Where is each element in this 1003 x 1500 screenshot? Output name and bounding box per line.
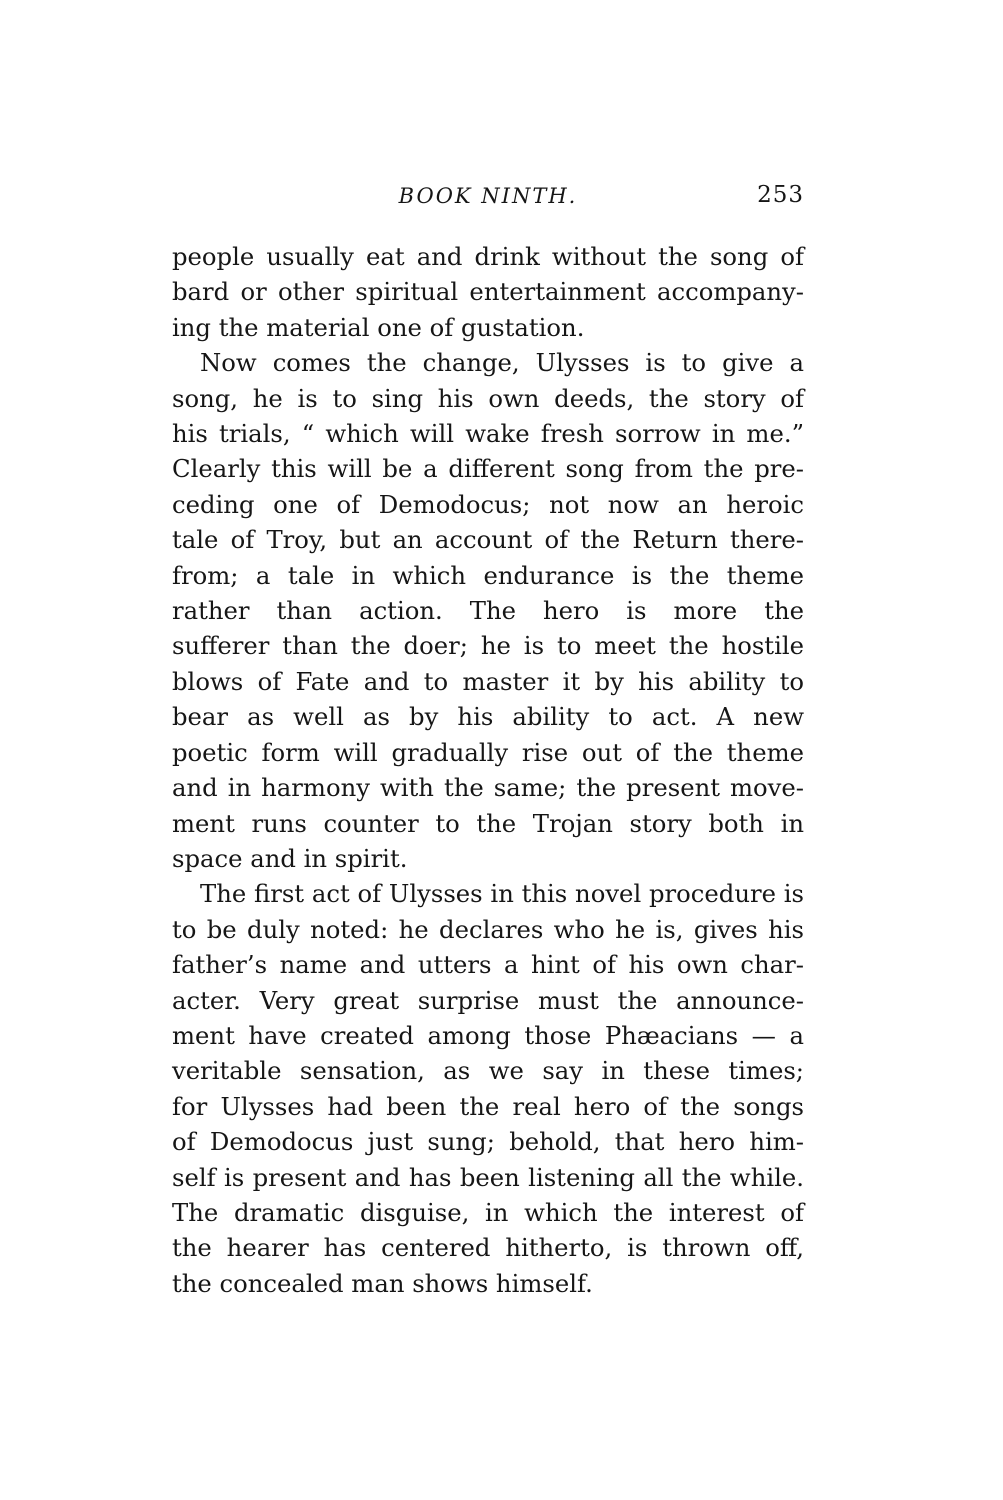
text-line: ment runs counter to the Trojan story both in bbox=[172, 808, 804, 838]
paragraph-3 bbox=[172, 876, 804, 1301]
text-line: veritable sensation, as we say in these times; bbox=[172, 1056, 804, 1086]
text-line: for Ulysses had been the real hero of the songs bbox=[172, 1091, 804, 1121]
text-line: people usually eat and drink without the song of bbox=[172, 242, 804, 271]
paragraph-2 bbox=[172, 345, 804, 876]
text-line: his trials, “ which will wake fresh sorrow in me.” bbox=[172, 419, 804, 449]
text-line: self is present and has been listening all the while. bbox=[172, 1162, 804, 1192]
text-line: The dramatic disguise, in which the interest of bbox=[172, 1197, 804, 1227]
text-line: of Demodocus just sung; behold, that hero him- bbox=[172, 1127, 804, 1157]
text-line: ing the material one of gustation. bbox=[172, 312, 585, 342]
text-line: Clearly this will be a different song from the pre- bbox=[172, 454, 804, 484]
text-line: from; a tale in which endurance is the theme bbox=[172, 560, 804, 590]
text-line: bear as well as by his ability to act. A new bbox=[172, 702, 804, 732]
running-head: BOOK NINTH. bbox=[398, 184, 578, 208]
page-header bbox=[172, 184, 804, 218]
text-line: bard or other spiritual entertainment accompany- bbox=[172, 277, 804, 307]
body-text bbox=[172, 239, 804, 1301]
text-line: blows of Fate and to master it by his ability to bbox=[172, 666, 804, 696]
text-line: acter. Very great surprise must the announce- bbox=[172, 985, 804, 1015]
text-line: ment have created among those Phæacians — a bbox=[172, 1020, 804, 1050]
page-number: 253 bbox=[757, 182, 804, 208]
text-line: poetic form will gradually rise out of the theme bbox=[172, 737, 804, 767]
text-line: The first act of Ulysses in this novel procedure is bbox=[200, 879, 804, 909]
text-line: the hearer has centered hitherto, is thrown off, bbox=[172, 1233, 804, 1263]
text-line: Now comes the change, Ulysses is to give a bbox=[200, 348, 804, 378]
text-line: sufferer than the doer; he is to meet the hostile bbox=[172, 631, 804, 661]
text-line: rather than action. The hero is more the bbox=[172, 596, 804, 626]
text-line: the concealed man shows himself. bbox=[172, 1268, 593, 1298]
text-line: to be duly noted: he declares who he is, gives his bbox=[172, 914, 804, 944]
text-line: and in harmony with the same; the present move- bbox=[172, 773, 804, 803]
paragraph-1 bbox=[172, 239, 804, 345]
text-line: tale of Troy, but an account of the Return there- bbox=[172, 525, 804, 555]
text-line: song, he is to sing his own deeds, the story of bbox=[172, 383, 804, 413]
text-line: space and in spirit. bbox=[172, 843, 408, 873]
text-line: father’s name and utters a hint of his own char- bbox=[172, 950, 804, 980]
text-line: ceding one of Demodocus; not now an heroic bbox=[172, 489, 804, 519]
